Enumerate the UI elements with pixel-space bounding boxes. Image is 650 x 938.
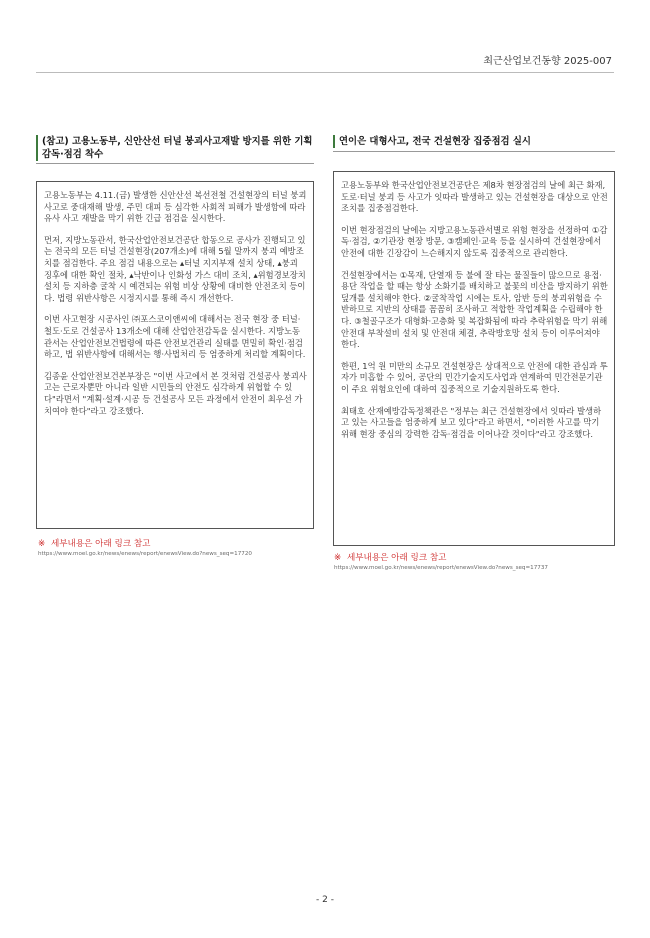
header-divider xyxy=(36,72,614,73)
left-title-rule xyxy=(36,163,314,164)
right-paragraph-4: 한편, 1억 원 미만의 소규모 건설현장은 상대적으로 안전에 대한 관심과 투자가 미흡할 수 있어, 공단의 민간기술지도사업과 연계하여 민간전문기관이 주요 위험요인에 대하여 집중적으로 기술지원하도록 한다. xyxy=(341,360,608,394)
right-section-title: 연이은 대형사고, 전국 건설현장 집중점검 실시 xyxy=(333,135,617,148)
page-number: - 2 - xyxy=(316,895,334,905)
right-paragraph-5: 최태호 산재예방감독정책관은 "정부는 최근 건설현장에서 잇따라 발생하고 있는 사고들을 엄중하게 보고 있다"라고 하면서, "이러한 사고를 막기 위해 현장 중심의 강력한 감독·점검을 이어나갈 것이다"라고 강조했다. xyxy=(341,405,602,439)
right-reference-link[interactable]: https://www.moel.go.kr/news/enews/report/enewsView.do?news_seq=17737 xyxy=(334,565,548,571)
reference-mark-icon: ※ xyxy=(38,539,46,549)
left-paragraph-4: 김종윤 산업안전보건본부장은 "이번 사고에서 본 것처럼 건설공사 붕괴사고는 근로자뿐만 아니라 일반 시민들의 안전도 심각하게 위협할 수 있다"라면서 "계획·설계·시공 등 건설공사 모든 과정에서 안전이 최우선 가치여야 한다"라고 강조했다. xyxy=(44,370,307,416)
left-paragraph-3: 이번 사고현장 시공사인 ㈜포스코이앤씨에 대해서는 전국 현장 중 터널·철도·도로 건설공사 13개소에 대해 산업안전감독을 실시한다. 지방노동관서는 산업안전보건법령에 따른 안전보건관리 실태를 면밀히 확인·점검하고, 법 위반사항에 대해서는 행·사법처리 등 엄중하게 처리할 계획이다. xyxy=(44,314,306,360)
left-reference-link[interactable]: https://www.moel.go.kr/news/enews/report/enewsView.do?news_seq=17720 xyxy=(38,551,252,557)
right-paragraph-3: 건설현장에서는 ①목재, 단열재 등 불에 잘 타는 물질들이 많으므로 용접·용단 작업을 할 때는 항상 소화기를 배치하고 불꽃의 비산을 방지하기 위한 덮개를 설치해야 한다. ②굴착작업 시에는 토사, 암반 등의 붕괴위험을 수반하므로 지반의 상태를 꼼꼼히 조사하고 적합한 작업계획을 수립해야 한다. ③철골구조가 대형화·고층화 및 복잡화됨에 따라 추락위험을 막기 위해 안전대 부착설비 설치 및 안전대 체결, 추락방호망 설치 등이 이루어져야 한다. xyxy=(341,269,608,350)
right-article-box xyxy=(333,171,615,546)
reference-mark-icon: ※ xyxy=(334,553,342,563)
right-paragraph-2: 이번 현장점검의 날에는 지방고용노동관서별로 위험 현장을 선정하여 ①감독·점검, ②기관장 현장 방문, ③캠페인·교육 등을 실시하여 건설현장에서 안전에 대한 긴장감이 느슨해지지 않도록 집중적으로 관리한다. xyxy=(341,224,608,258)
left-paragraph-2: 먼저, 지방노동관서, 한국산업안전보건공단 합동으로 공사가 진행되고 있는 전국의 모든 터널 건설현장(207개소)에 대해 5월 말까지 붕괴 예방조치를 점검한다. 주요 점검 내용으로는 ▴터널 지지부재 설치 상태, ▴붕괴 징후에 대한 확인 절차, ▴낙반이나 인화성 가스 대비 조치, ▴위험경보장치 설치 등 지하층 굴착 시 예견되는 위험 비상 상황에 대비한 안전조치 등이다. 법령 위반사항은 시정지시를 통해 즉시 개선한다. xyxy=(44,234,306,303)
right-paragraph-1: 고용노동부와 한국산업안전보건공단은 제8차 현장점검의 날에 최근 화재, 도로·터널 붕괴 등 사고가 잇따라 발생하고 있는 건설현장을 대상으로 안전조치를 집중점검한다. xyxy=(341,180,608,214)
left-reference-note xyxy=(38,537,150,549)
right-reference-note xyxy=(334,551,446,563)
right-reference-label: 세부내용은 아래 링크 참고 xyxy=(346,553,447,563)
left-article-box xyxy=(36,181,314,529)
right-title-rule xyxy=(333,151,615,152)
header-title: 최근산업보건동향 2025-007 xyxy=(483,56,612,67)
left-reference-label: 세부내용은 아래 링크 참고 xyxy=(50,539,151,549)
left-paragraph-1: 고용노동부는 4.11.(금) 발생한 신안산선 복선전철 건설현장의 터널 붕괴사고로 중대재해 발생, 주민 대피 등 심각한 사회적 피해가 발생함에 따라 유사 사고 재발을 막기 위한 긴급 점검을 실시한다. xyxy=(44,190,307,224)
left-section-title: (참고) 고용노동부, 신안산선 터널 붕괴사고재발 방지를 위한 기획감독·점검 착수 xyxy=(36,135,316,161)
